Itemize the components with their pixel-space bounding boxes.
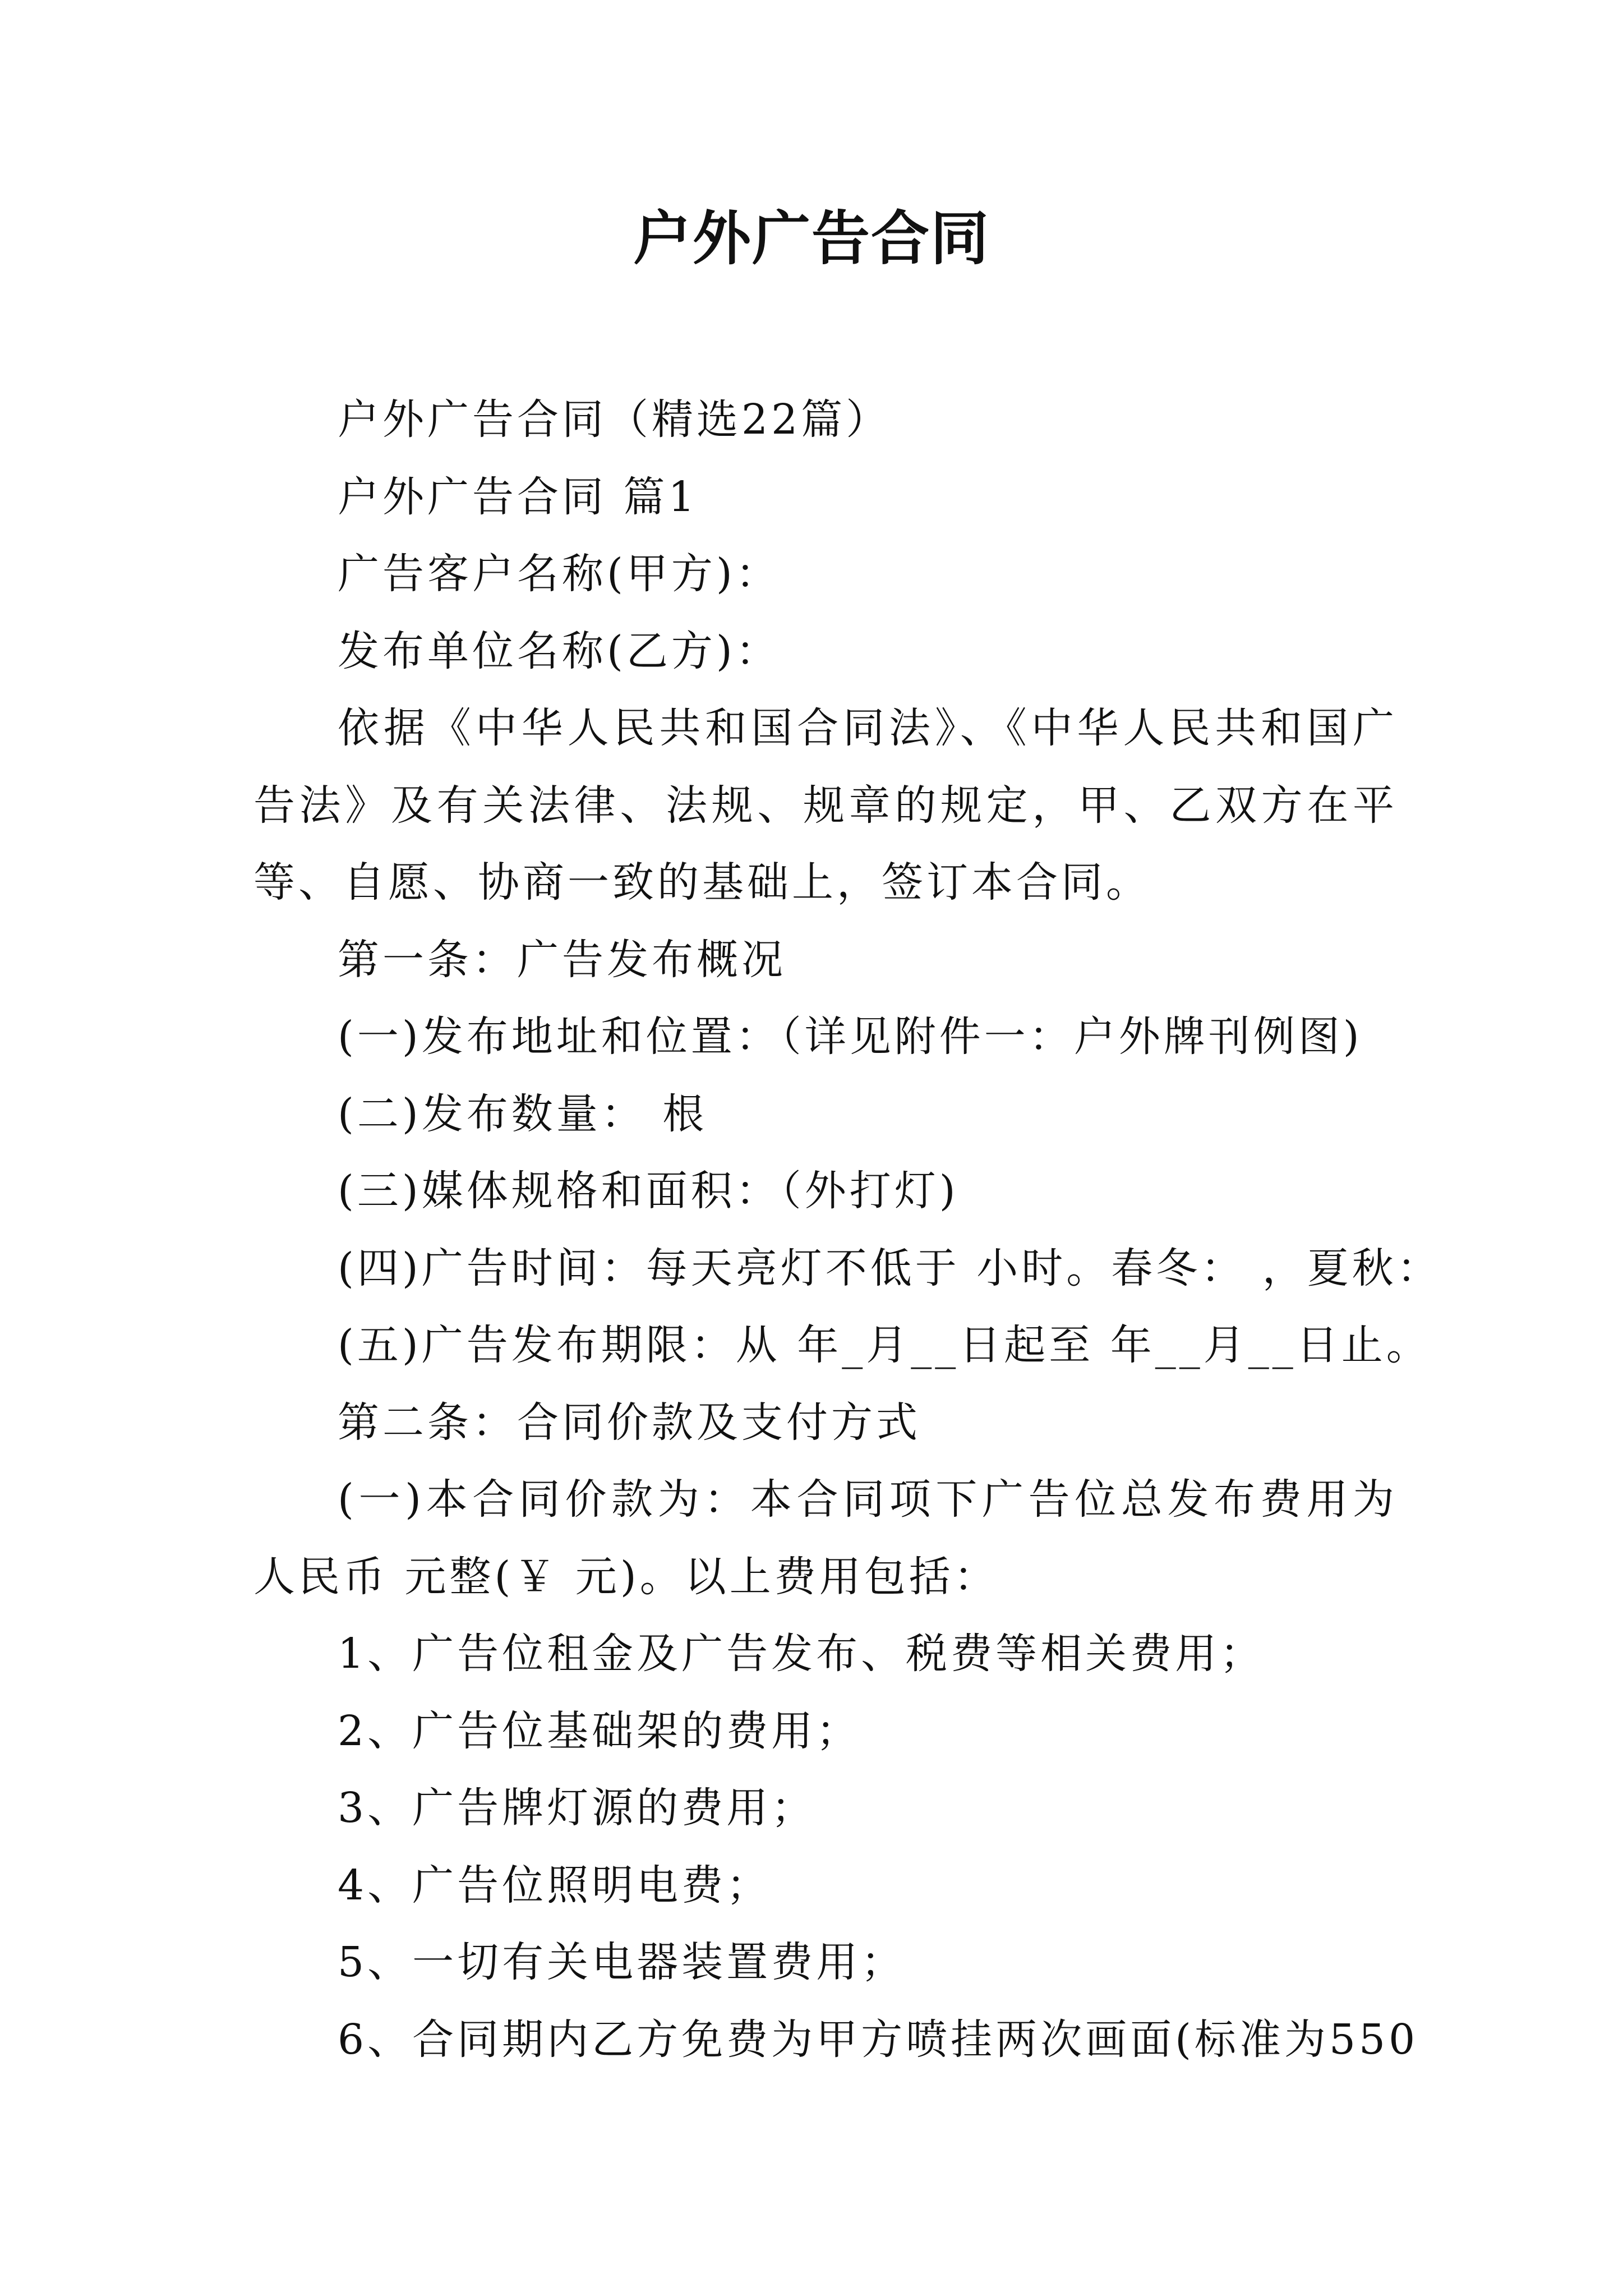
list-item: 2、广告位基础架的费用；	[338, 1706, 861, 1755]
paragraph-party-b: 发布单位名称(乙方)：	[338, 627, 781, 675]
paragraph-time: (四)广告时间：每天亮灯不低于 小时。春冬： ，夏秋：	[338, 1244, 1442, 1292]
list-item: 6、合同期内乙方免费为甲方喷挂两次画面(标准为550	[338, 2015, 1419, 2064]
list-item: 5、一切有关电器装置费用；	[338, 1938, 906, 1986]
paragraph-address: (一)发布地址和位置：（详见附件一：户外牌刊例图)	[338, 1013, 1363, 1061]
paragraph-article-1: 第一条：广告发布概况	[338, 935, 786, 984]
list-item: 1、广告位租金及广告发布、税费等相关费用；	[338, 1630, 1265, 1678]
paragraph-quantity: (二)发布数量： 根	[338, 1089, 708, 1138]
document-body	[253, 381, 1442, 2078]
paragraph-price: (一)本合同价款为：本合同项下广告位总发布费用为人民币 元整(￥ 元)。以上费用包括：	[253, 1475, 1398, 1601]
paragraph-article-2: 第二条：合同价款及支付方式	[338, 1398, 921, 1447]
paragraph-subtitle: 户外广告合同（精选22篇）	[338, 395, 891, 444]
paragraph-section-heading: 户外广告合同 篇1	[338, 472, 698, 521]
paragraph-period: (五)广告发布期限：从 年_月__日起至 年__月__日止。	[338, 1321, 1431, 1369]
list-item: 3、广告牌灯源的费用；	[338, 1784, 817, 1832]
list-item: 4、广告位照明电费；	[338, 1861, 772, 1910]
paragraph-preamble: 依据《中华人民共和国合同法》、《中华人民共和国广告法》及有关法律、法规、规章的规定，甲、乙双方在平等、自愿、协商一致的基础上，签订本合同。	[253, 704, 1398, 907]
document-title: 户外广告合同	[633, 204, 990, 273]
paragraph-party-a: 广告客户名称(甲方)：	[338, 550, 781, 598]
paragraph-specs: (三)媒体规格和面积：（外打灯)	[338, 1167, 959, 1215]
